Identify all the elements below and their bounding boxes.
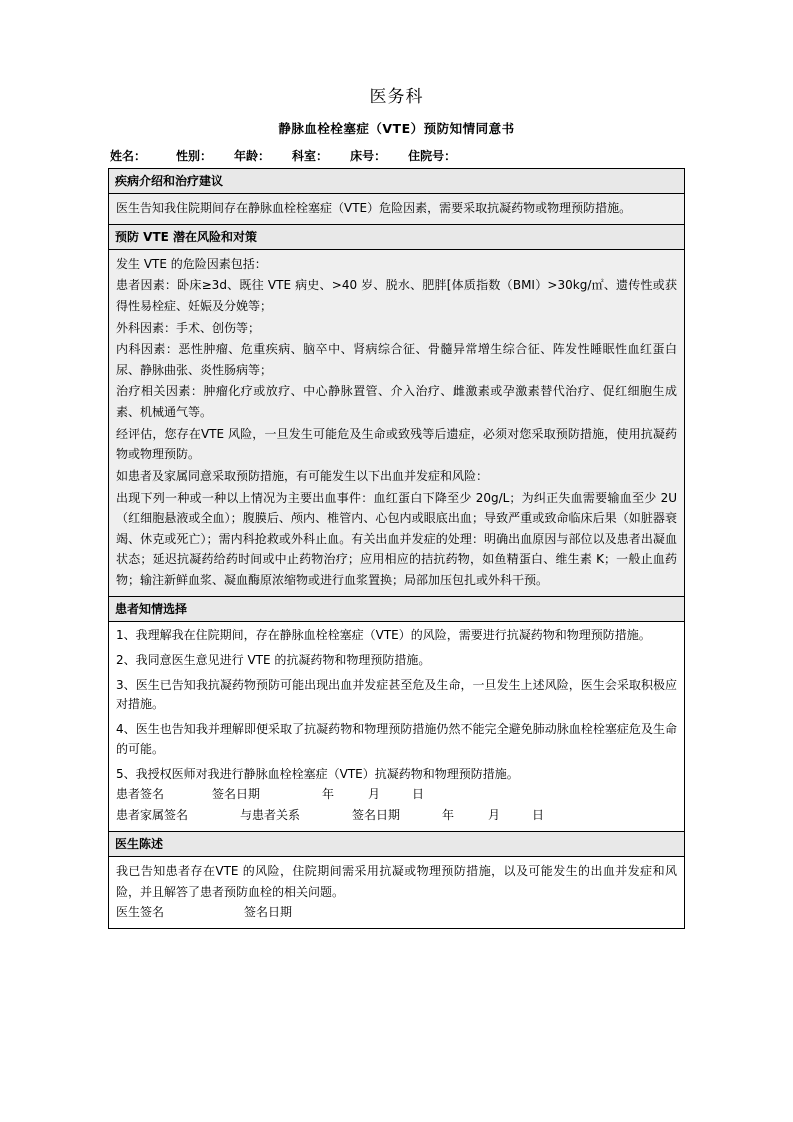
consent-table: [108, 168, 685, 929]
section-heading-vte-risk: 预防 VTE 潜在风险和对策: [109, 225, 684, 249]
patient-signature-row: [116, 784, 677, 805]
doctor-signature-row: [116, 902, 677, 923]
patient-sign-month: 月: [368, 786, 381, 801]
family-relation-label: 与患者关系: [240, 807, 301, 822]
table-row: [109, 169, 685, 194]
doctor-signature-label: 医生签名: [116, 905, 165, 920]
field-age: 年龄：: [234, 149, 271, 163]
paragraph: 发生 VTE 的危险因素包括：: [116, 256, 267, 271]
field-department: 科室：: [292, 149, 329, 163]
section-heading-patient-choice: 患者知情选择: [109, 597, 684, 621]
section-body-doctor-statement: [109, 857, 684, 928]
field-bed: 床号：: [350, 149, 387, 163]
table-row: [109, 856, 685, 928]
section-body-patient-choice: [109, 622, 684, 831]
table-row: [109, 194, 685, 225]
section-body-disease-intro: [109, 194, 684, 224]
family-sign-day: 日: [532, 807, 545, 822]
paragraph: 我已告知患者存在VTE 的风险，住院期间需采用抗凝或物理预防措施，以及可能发生的出血并发症和风险，并且解答了患者预防血栓的相关问题。: [116, 863, 677, 899]
paragraph: 出现下列一种或一种以上情况为主要出血事件：血红蛋白下降至少 20g/L；为纠正失血需要输血至少 2U（红细胞悬液或全血）；腹膜后、颅内、椎管内、心包内或眼底出血；导致严重或致命临床后果（如脏器衰竭、休克或死亡）；需内科抢救或外科止血。有关出血并发症的处理：明确出血原因与部位以及患者出凝血状态；延迟抗凝药给药时间或中止药物治疗；应用相应的拮抗药物，如鱼精蛋白、维生素 K；一般止血药物；输注新鲜血浆、凝血酶原浓缩物或进行血浆置换；局部加压包扎或外科干预。: [116, 490, 677, 587]
field-admission-number: 住院号：: [408, 149, 457, 163]
patient-signature-date-label: 签名日期: [212, 786, 261, 801]
choice-item: 4、医生也告知我并理解即便采取了抗凝药物和物理预防措施仍然不能完全避免肺动脉血栓栓塞症危及生命的可能。: [116, 722, 677, 756]
paragraph: 医生告知我住院期间存在静脉血栓栓塞症（VTE）危险因素，需要采取抗凝药物或物理预防措施。: [116, 201, 632, 215]
family-sign-month: 月: [488, 807, 501, 822]
table-row: [109, 249, 685, 596]
paragraph: 治疗相关因素：肿瘤化疗或放疗、中心静脉置管、介入治疗、雌激素或孕激素替代治疗、促红细胞生成素、机械通气等。: [116, 384, 677, 419]
page-title: 医务科: [369, 87, 424, 107]
paragraph: 内科因素：恶性肿瘤、危重疾病、脑卒中、肾病综合征、骨髓异常增生综合征、阵发性睡眠性血红蛋白尿、静脉曲张、炎性肠病等；: [116, 342, 677, 377]
choice-item: 2、我同意医生意见进行 VTE 的抗凝药物和物理预防措施。: [116, 652, 431, 667]
section-heading-disease-intro: 疾病介绍和治疗建议: [109, 169, 684, 193]
patient-sign-day: 日: [412, 786, 425, 801]
paragraph: 如患者及家属同意采取预防措施，有可能发生以下出血并发症和风险：: [116, 468, 489, 483]
field-gender: 性别：: [176, 149, 213, 163]
section-body-vte-risk: [109, 250, 684, 596]
patient-signature-label: 患者签名: [116, 786, 165, 801]
paragraph: 患者因素：卧床≥3d、既往 VTE 病史、>40 岁、脱水、肥胖[体质指数（BMI）>30kg/㎡、遗传性或获得性易栓症、妊娠及分娩等；: [116, 278, 677, 313]
choice-item: 5、我授权医师对我进行静脉血栓栓塞症（VTE）抗凝药物和物理预防措施。: [116, 766, 519, 781]
family-sign-year: 年: [442, 807, 455, 822]
table-row: [109, 596, 685, 621]
doctor-signature-date-label: 签名日期: [244, 905, 293, 920]
table-row: [109, 831, 685, 856]
table-row: [109, 621, 685, 831]
family-signature-label: 患者家属签名: [116, 807, 189, 822]
paragraph: 外科因素：手术、创伤等；: [116, 320, 261, 335]
family-signature-date-label: 签名日期: [352, 807, 401, 822]
choice-item: 3、医生已告知我抗凝药物预防可能出现出血并发症甚至危及生命，一旦发生上述风险，医生会采取积极应对措施。: [116, 678, 677, 712]
patient-info-line: [110, 147, 685, 164]
field-name: 姓名：: [110, 149, 147, 163]
choice-item: 1、我理解我在住院期间，存在静脉血栓栓塞症（VTE）的风险，需要进行抗凝药物和物理预防措施。: [116, 627, 651, 642]
patient-sign-year: 年: [322, 786, 335, 801]
family-signature-row: [116, 805, 677, 826]
table-row: [109, 224, 685, 249]
document-subtitle: 静脉血栓栓塞症（VTE）预防知情同意书: [278, 121, 515, 136]
paragraph: 经评估，您存在VTE 风险，一旦发生可能危及生命或致残等后遗症，必须对您采取预防措施，使用抗凝药物或物理预防。: [116, 426, 677, 462]
section-heading-doctor-statement: 医生陈述: [109, 832, 684, 856]
